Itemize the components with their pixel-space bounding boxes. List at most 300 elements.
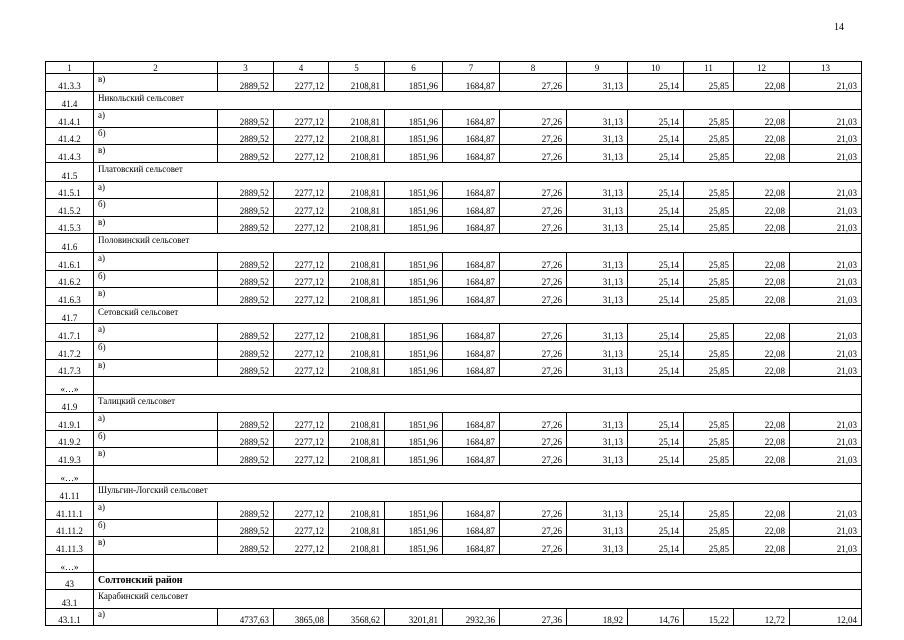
section-name: Сетовский сельсовет [94, 305, 862, 324]
value-cell: 2108,81 [329, 502, 385, 520]
value-cell: 2108,81 [329, 430, 385, 448]
value-cell: 22,08 [734, 519, 790, 537]
row-code: 43.1.1 [46, 608, 94, 626]
value-cell: 1684,87 [443, 216, 500, 234]
row-code: 41.11.1 [46, 502, 94, 520]
row-code: 41.5.2 [46, 199, 94, 217]
value-cell: 2889,52 [218, 519, 274, 537]
value-cell: 21,03 [790, 181, 862, 199]
section-row [46, 483, 862, 502]
value-cell: 31,13 [567, 359, 628, 377]
row-code: 41.4.2 [46, 127, 94, 145]
column-number: 4 [274, 62, 329, 74]
table-row [46, 270, 862, 288]
row-code: 41.11.2 [46, 519, 94, 537]
value-cell: 2889,52 [218, 448, 274, 466]
row-code: 41.4 [46, 91, 94, 110]
row-subitem: б) [94, 341, 218, 359]
row-code: 41.7.3 [46, 359, 94, 377]
value-cell: 2108,81 [329, 519, 385, 537]
value-cell: 2108,81 [329, 199, 385, 217]
value-cell: 25,14 [628, 430, 684, 448]
table-row [46, 127, 862, 145]
value-cell: 31,13 [567, 181, 628, 199]
value-cell: 21,03 [790, 110, 862, 128]
value-cell: 27,26 [500, 216, 567, 234]
value-cell: 2277,12 [274, 324, 329, 342]
value-cell: 22,08 [734, 216, 790, 234]
row-subitem: в) [94, 359, 218, 377]
column-number: 9 [567, 62, 628, 74]
value-cell: 2108,81 [329, 324, 385, 342]
value-cell: 25,14 [628, 127, 684, 145]
value-cell: 25,14 [628, 341, 684, 359]
value-cell: 1684,87 [443, 359, 500, 377]
table-row [46, 145, 862, 163]
value-cell: 25,85 [684, 110, 734, 128]
value-cell: 27,26 [500, 199, 567, 217]
table-row [46, 608, 862, 626]
value-cell: 2277,12 [274, 448, 329, 466]
district-name: Солтонский район [94, 572, 862, 590]
section-row [46, 162, 862, 181]
value-cell: 2277,12 [274, 537, 329, 555]
value-cell: 22,08 [734, 537, 790, 555]
value-cell: 15,22 [684, 608, 734, 626]
section-name: Платовский сельсовет [94, 162, 862, 181]
section-row [46, 234, 862, 253]
value-cell: 27,26 [500, 537, 567, 555]
value-cell: 21,03 [790, 413, 862, 431]
row-code: 41.4.1 [46, 110, 94, 128]
ellipsis-filler [94, 466, 862, 484]
value-cell: 3201,81 [385, 608, 443, 626]
value-cell: 2277,12 [274, 199, 329, 217]
value-cell: 2889,52 [218, 413, 274, 431]
value-cell: 31,13 [567, 127, 628, 145]
column-number: 5 [329, 62, 385, 74]
value-cell: 22,08 [734, 341, 790, 359]
column-number: 1 [46, 62, 94, 74]
table-header-row [46, 62, 862, 74]
value-cell: 2108,81 [329, 216, 385, 234]
section-name: Карабинский сельсовет [94, 590, 862, 609]
value-cell: 1684,87 [443, 519, 500, 537]
value-cell: 25,85 [684, 181, 734, 199]
section-row [46, 590, 862, 609]
value-cell: 2277,12 [274, 110, 329, 128]
table-row [46, 288, 862, 306]
value-cell: 4737,63 [218, 608, 274, 626]
row-code: 41.7.1 [46, 324, 94, 342]
section-name: Половинский сельсовет [94, 234, 862, 253]
table-row [46, 110, 862, 128]
value-cell: 1684,87 [443, 341, 500, 359]
value-cell: 25,85 [684, 430, 734, 448]
value-cell: 1684,87 [443, 448, 500, 466]
value-cell: 27,26 [500, 519, 567, 537]
value-cell: 2277,12 [274, 270, 329, 288]
value-cell: 2277,12 [274, 288, 329, 306]
section-name: Талицкий сельсовет [94, 394, 862, 413]
page-number: 14 [834, 22, 844, 33]
row-subitem: б) [94, 127, 218, 145]
value-cell: 27,36 [500, 608, 567, 626]
row-code: 41.5.1 [46, 181, 94, 199]
column-number: 11 [684, 62, 734, 74]
row-code: 41.11 [46, 483, 94, 502]
table-row [46, 216, 862, 234]
value-cell: 2889,52 [218, 341, 274, 359]
value-cell: 21,03 [790, 502, 862, 520]
value-cell: 1684,87 [443, 199, 500, 217]
value-cell: 1684,87 [443, 110, 500, 128]
value-cell: 2889,52 [218, 252, 274, 270]
value-cell: 27,26 [500, 341, 567, 359]
value-cell: 25,85 [684, 537, 734, 555]
value-cell: 22,08 [734, 145, 790, 163]
column-number: 13 [790, 62, 862, 74]
value-cell: 21,03 [790, 324, 862, 342]
value-cell: 31,13 [567, 519, 628, 537]
value-cell: 22,08 [734, 430, 790, 448]
value-cell: 1851,96 [385, 413, 443, 431]
row-subitem: в) [94, 216, 218, 234]
value-cell: 27,26 [500, 127, 567, 145]
value-cell: 22,08 [734, 324, 790, 342]
value-cell: 21,03 [790, 270, 862, 288]
row-code: 41.7 [46, 305, 94, 324]
ellipsis-mark: «…» [46, 377, 94, 395]
value-cell: 2932,36 [443, 608, 500, 626]
value-cell: 2108,81 [329, 252, 385, 270]
value-cell: 12,72 [734, 608, 790, 626]
value-cell: 25,14 [628, 181, 684, 199]
value-cell: 25,85 [684, 448, 734, 466]
value-cell: 27,26 [500, 270, 567, 288]
value-cell: 27,26 [500, 430, 567, 448]
section-row [46, 305, 862, 324]
value-cell: 2108,81 [329, 537, 385, 555]
value-cell: 22,08 [734, 199, 790, 217]
value-cell: 2108,81 [329, 74, 385, 92]
value-cell: 1851,96 [385, 199, 443, 217]
section-row [46, 394, 862, 413]
value-cell: 1851,96 [385, 145, 443, 163]
value-cell: 27,26 [500, 413, 567, 431]
row-subitem: а) [94, 502, 218, 520]
value-cell: 2108,81 [329, 145, 385, 163]
table-row [46, 448, 862, 466]
row-subitem: а) [94, 252, 218, 270]
value-cell: 25,85 [684, 359, 734, 377]
row-subitem: б) [94, 519, 218, 537]
value-cell: 1684,87 [443, 74, 500, 92]
value-cell: 31,13 [567, 502, 628, 520]
value-cell: 1851,96 [385, 430, 443, 448]
value-cell: 2889,52 [218, 270, 274, 288]
value-cell: 2889,52 [218, 181, 274, 199]
value-cell: 25,14 [628, 519, 684, 537]
value-cell: 2889,52 [218, 74, 274, 92]
table-row [46, 502, 862, 520]
value-cell: 1851,96 [385, 216, 443, 234]
value-cell: 22,08 [734, 74, 790, 92]
value-cell: 1684,87 [443, 270, 500, 288]
value-cell: 25,14 [628, 359, 684, 377]
value-cell: 31,13 [567, 74, 628, 92]
value-cell: 27,26 [500, 502, 567, 520]
value-cell: 2277,12 [274, 74, 329, 92]
value-cell: 25,14 [628, 413, 684, 431]
value-cell: 2277,12 [274, 181, 329, 199]
row-code: 41.6.3 [46, 288, 94, 306]
value-cell: 31,13 [567, 199, 628, 217]
value-cell: 2108,81 [329, 448, 385, 466]
value-cell: 1851,96 [385, 537, 443, 555]
table-row [46, 181, 862, 199]
row-subitem: в) [94, 537, 218, 555]
value-cell: 22,08 [734, 252, 790, 270]
table-row [46, 341, 862, 359]
value-cell: 2889,52 [218, 127, 274, 145]
row-subitem: в) [94, 74, 218, 92]
value-cell: 1684,87 [443, 430, 500, 448]
table-row [46, 519, 862, 537]
value-cell: 25,14 [628, 502, 684, 520]
value-cell: 2889,52 [218, 430, 274, 448]
value-cell: 21,03 [790, 537, 862, 555]
value-cell: 22,08 [734, 181, 790, 199]
row-subitem: в) [94, 145, 218, 163]
value-cell: 31,13 [567, 430, 628, 448]
value-cell: 1851,96 [385, 252, 443, 270]
row-subitem: а) [94, 413, 218, 431]
value-cell: 25,85 [684, 324, 734, 342]
row-code: 41.5 [46, 162, 94, 181]
value-cell: 25,14 [628, 145, 684, 163]
value-cell: 1851,96 [385, 341, 443, 359]
value-cell: 2108,81 [329, 413, 385, 431]
value-cell: 2277,12 [274, 127, 329, 145]
row-code: 43.1 [46, 590, 94, 609]
tariff-table [45, 61, 862, 626]
row-code: 41.6.2 [46, 270, 94, 288]
row-subitem: а) [94, 608, 218, 626]
table-row [46, 537, 862, 555]
row-code: 41.9 [46, 394, 94, 413]
value-cell: 2277,12 [274, 145, 329, 163]
value-cell: 22,08 [734, 502, 790, 520]
value-cell: 1684,87 [443, 127, 500, 145]
row-subitem: а) [94, 324, 218, 342]
value-cell: 27,26 [500, 288, 567, 306]
table-row [46, 74, 862, 92]
value-cell: 22,08 [734, 413, 790, 431]
value-cell: 2277,12 [274, 341, 329, 359]
value-cell: 21,03 [790, 288, 862, 306]
value-cell: 2277,12 [274, 502, 329, 520]
value-cell: 1851,96 [385, 181, 443, 199]
value-cell: 1684,87 [443, 324, 500, 342]
section-name: Никольский сельсовет [94, 91, 862, 110]
value-cell: 1684,87 [443, 252, 500, 270]
row-code: 41.9.2 [46, 430, 94, 448]
value-cell: 2108,81 [329, 359, 385, 377]
value-cell: 27,26 [500, 74, 567, 92]
value-cell: 25,85 [684, 145, 734, 163]
row-code: 41.4.3 [46, 145, 94, 163]
value-cell: 22,08 [734, 448, 790, 466]
row-subitem: а) [94, 110, 218, 128]
row-code: 41.5.3 [46, 216, 94, 234]
value-cell: 31,13 [567, 537, 628, 555]
value-cell: 27,26 [500, 359, 567, 377]
value-cell: 25,14 [628, 288, 684, 306]
value-cell: 27,26 [500, 145, 567, 163]
section-name: Шульгин-Логский сельсовет [94, 483, 862, 502]
row-code: 41.6 [46, 234, 94, 253]
value-cell: 25,14 [628, 74, 684, 92]
value-cell: 27,26 [500, 324, 567, 342]
value-cell: 21,03 [790, 359, 862, 377]
value-cell: 21,03 [790, 448, 862, 466]
value-cell: 1851,96 [385, 359, 443, 377]
ellipsis-mark: «…» [46, 466, 94, 484]
value-cell: 1851,96 [385, 288, 443, 306]
value-cell: 1851,96 [385, 74, 443, 92]
value-cell: 25,85 [684, 216, 734, 234]
value-cell: 2889,52 [218, 288, 274, 306]
ellipsis-row [46, 466, 862, 484]
value-cell: 22,08 [734, 270, 790, 288]
value-cell: 2277,12 [274, 519, 329, 537]
value-cell: 21,03 [790, 145, 862, 163]
row-subitem: а) [94, 181, 218, 199]
value-cell: 2108,81 [329, 181, 385, 199]
row-code: 41.11.3 [46, 537, 94, 555]
row-code: 41.7.2 [46, 341, 94, 359]
column-number: 8 [500, 62, 567, 74]
row-code: 41.9.1 [46, 413, 94, 431]
column-number: 10 [628, 62, 684, 74]
value-cell: 2889,52 [218, 199, 274, 217]
value-cell: 25,14 [628, 110, 684, 128]
value-cell: 2889,52 [218, 537, 274, 555]
value-cell: 3568,62 [329, 608, 385, 626]
value-cell: 1851,96 [385, 448, 443, 466]
value-cell: 1851,96 [385, 324, 443, 342]
value-cell: 22,08 [734, 288, 790, 306]
value-cell: 31,13 [567, 448, 628, 466]
value-cell: 1684,87 [443, 145, 500, 163]
value-cell: 21,03 [790, 74, 862, 92]
value-cell: 22,08 [734, 110, 790, 128]
value-cell: 2889,52 [218, 145, 274, 163]
value-cell: 25,85 [684, 270, 734, 288]
value-cell: 25,14 [628, 270, 684, 288]
value-cell: 21,03 [790, 127, 862, 145]
ellipsis-row [46, 555, 862, 573]
row-code: 41.6.1 [46, 252, 94, 270]
value-cell: 2889,52 [218, 324, 274, 342]
value-cell: 31,13 [567, 270, 628, 288]
value-cell: 21,03 [790, 430, 862, 448]
value-cell: 2277,12 [274, 252, 329, 270]
value-cell: 21,03 [790, 519, 862, 537]
value-cell: 25,85 [684, 288, 734, 306]
value-cell: 31,13 [567, 110, 628, 128]
row-code: 41.9.3 [46, 448, 94, 466]
value-cell: 31,13 [567, 252, 628, 270]
row-subitem: в) [94, 288, 218, 306]
row-subitem: б) [94, 430, 218, 448]
value-cell: 1851,96 [385, 502, 443, 520]
value-cell: 25,85 [684, 74, 734, 92]
value-cell: 2277,12 [274, 430, 329, 448]
value-cell: 27,26 [500, 448, 567, 466]
value-cell: 1851,96 [385, 519, 443, 537]
row-code: 43 [46, 572, 94, 590]
ellipsis-filler [94, 377, 862, 395]
value-cell: 31,13 [567, 413, 628, 431]
value-cell: 2277,12 [274, 413, 329, 431]
value-cell: 25,85 [684, 127, 734, 145]
value-cell: 2889,52 [218, 502, 274, 520]
value-cell: 31,13 [567, 216, 628, 234]
value-cell: 25,85 [684, 413, 734, 431]
ellipsis-row [46, 377, 862, 395]
value-cell: 31,13 [567, 288, 628, 306]
value-cell: 2108,81 [329, 110, 385, 128]
value-cell: 2277,12 [274, 359, 329, 377]
value-cell: 2108,81 [329, 288, 385, 306]
table-row [46, 252, 862, 270]
value-cell: 1851,96 [385, 110, 443, 128]
value-cell: 25,85 [684, 519, 734, 537]
value-cell: 22,08 [734, 359, 790, 377]
value-cell: 2889,52 [218, 110, 274, 128]
value-cell: 27,26 [500, 181, 567, 199]
table-row [46, 430, 862, 448]
value-cell: 14,76 [628, 608, 684, 626]
value-cell: 21,03 [790, 199, 862, 217]
value-cell: 18,92 [567, 608, 628, 626]
value-cell: 2277,12 [274, 216, 329, 234]
value-cell: 1851,96 [385, 127, 443, 145]
value-cell: 25,14 [628, 199, 684, 217]
column-number: 7 [443, 62, 500, 74]
value-cell: 31,13 [567, 145, 628, 163]
column-number: 12 [734, 62, 790, 74]
district-row [46, 572, 862, 590]
value-cell: 25,85 [684, 199, 734, 217]
value-cell: 31,13 [567, 341, 628, 359]
value-cell: 1851,96 [385, 270, 443, 288]
value-cell: 25,14 [628, 252, 684, 270]
value-cell: 27,26 [500, 110, 567, 128]
value-cell: 1684,87 [443, 288, 500, 306]
value-cell: 2889,52 [218, 216, 274, 234]
column-number: 3 [218, 62, 274, 74]
value-cell: 21,03 [790, 341, 862, 359]
table-row [46, 359, 862, 377]
value-cell: 1684,87 [443, 413, 500, 431]
value-cell: 21,03 [790, 216, 862, 234]
value-cell: 1684,87 [443, 181, 500, 199]
table-row [46, 413, 862, 431]
table-row [46, 324, 862, 342]
